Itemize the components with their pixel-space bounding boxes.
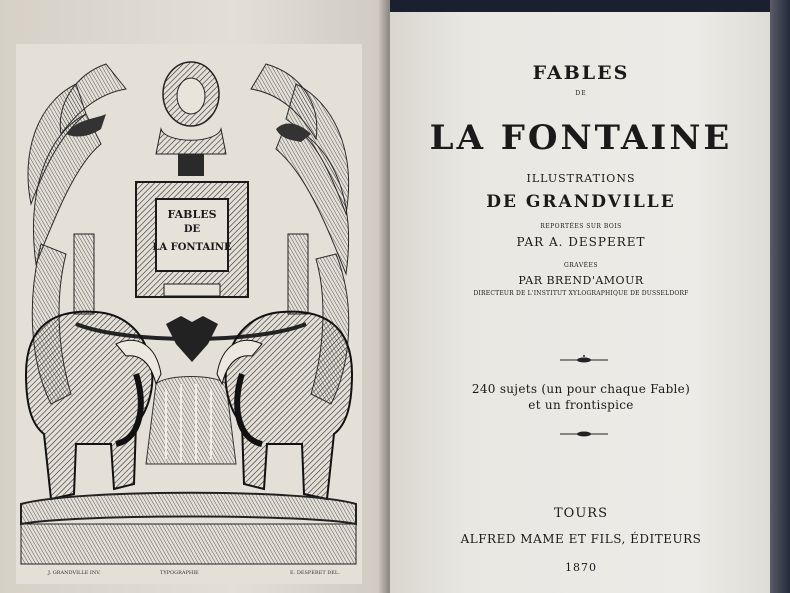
publisher-city: TOURS	[554, 506, 608, 521]
publisher-name: ALFRED MAME ET FILS, ÉDITEURS	[460, 532, 702, 546]
ornament-divider-top	[558, 355, 610, 365]
plaque-fables: FABLES	[167, 208, 217, 221]
title-author: LA FONTAINE	[429, 118, 733, 158]
plaque-la-fontaine: LA FONTAINE	[152, 242, 232, 253]
credit-left: J. GRANDVILLE INV.	[48, 570, 101, 576]
publication-year: 1870	[565, 561, 597, 574]
fountain	[146, 377, 236, 465]
engraver-name: PAR BREND'AMOUR	[518, 274, 644, 287]
credit-mid: TYPOGRAPHIE	[160, 570, 199, 576]
monument	[136, 182, 248, 297]
subjects-line-1: 240 sujets (un pour chaque Fable)	[471, 382, 691, 396]
engraver-title: DIRECTEUR DE L'INSTITUT XYLOGRAPHIQUE DE DUSSELDORF	[473, 290, 689, 297]
gravees-label: GRAVÉES	[563, 262, 599, 269]
title-fables: FABLES	[532, 62, 630, 84]
column-right	[288, 234, 308, 314]
ornament-divider-bottom	[558, 429, 610, 439]
reportees-label: REPORTÉES SUR BOIS	[540, 223, 622, 230]
title-de: DE	[575, 90, 587, 97]
desperet-name: PAR A. DESPERET	[516, 235, 646, 249]
frontispiece-engraving	[16, 44, 362, 584]
basin-base	[21, 524, 356, 564]
plaque-de: DE	[183, 224, 201, 235]
illustrator-name: DE GRANDVILLE	[486, 192, 676, 212]
illustrations-label: ILLUSTRATIONS	[526, 172, 636, 185]
subjects-line-2: et un frontispice	[528, 398, 634, 412]
page-edge	[770, 0, 790, 593]
credit-right: E. DESPERET DEL.	[290, 570, 340, 576]
column-left	[74, 234, 94, 314]
